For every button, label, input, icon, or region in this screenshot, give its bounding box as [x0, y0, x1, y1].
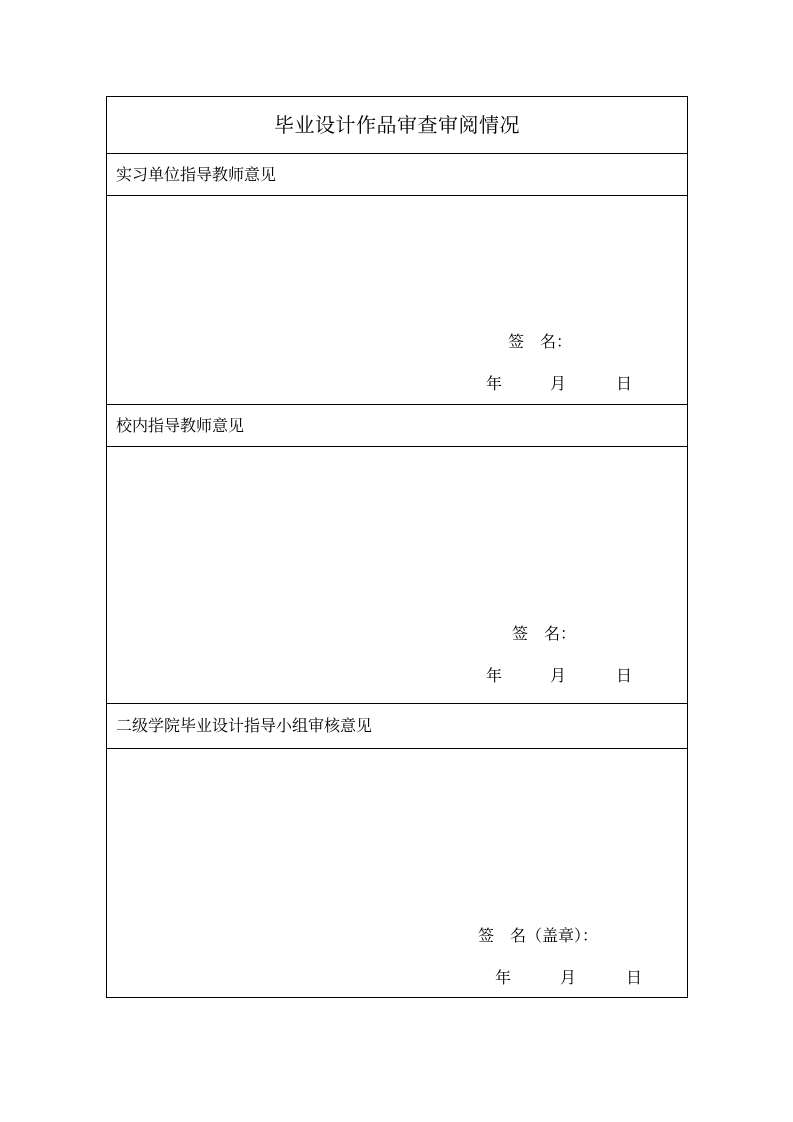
date-year-label: 年: [495, 968, 512, 987]
date-year-label: 年: [486, 374, 503, 393]
section-header-school-supervisor: 校内指导教师意见: [116, 416, 245, 435]
opinion-area-college-committee[interactable]: [107, 749, 687, 997]
section-header-internship-supervisor: 实习单位指导教师意见: [116, 165, 277, 184]
date-month-label: 月: [550, 374, 567, 393]
section-header-college-committee: 二级学院毕业设计指导小组审核意见: [116, 716, 373, 735]
signature-label: 签 名：: [508, 332, 573, 351]
form-title: 毕业设计作品审查审阅情况: [274, 113, 520, 137]
signature-seal-label: 签 名（盖章）：: [478, 926, 599, 945]
signature-label: 签 名：: [512, 624, 577, 643]
review-form-table: [106, 96, 688, 998]
opinion-area-school-supervisor[interactable]: [107, 447, 687, 703]
date-day-label: 日: [626, 968, 643, 987]
date-month-label: 月: [550, 666, 567, 685]
opinion-area-internship-supervisor[interactable]: [107, 196, 687, 404]
date-year-label: 年: [486, 666, 503, 685]
date-month-label: 月: [560, 968, 577, 987]
date-day-label: 日: [616, 666, 633, 685]
date-day-label: 日: [616, 374, 633, 393]
